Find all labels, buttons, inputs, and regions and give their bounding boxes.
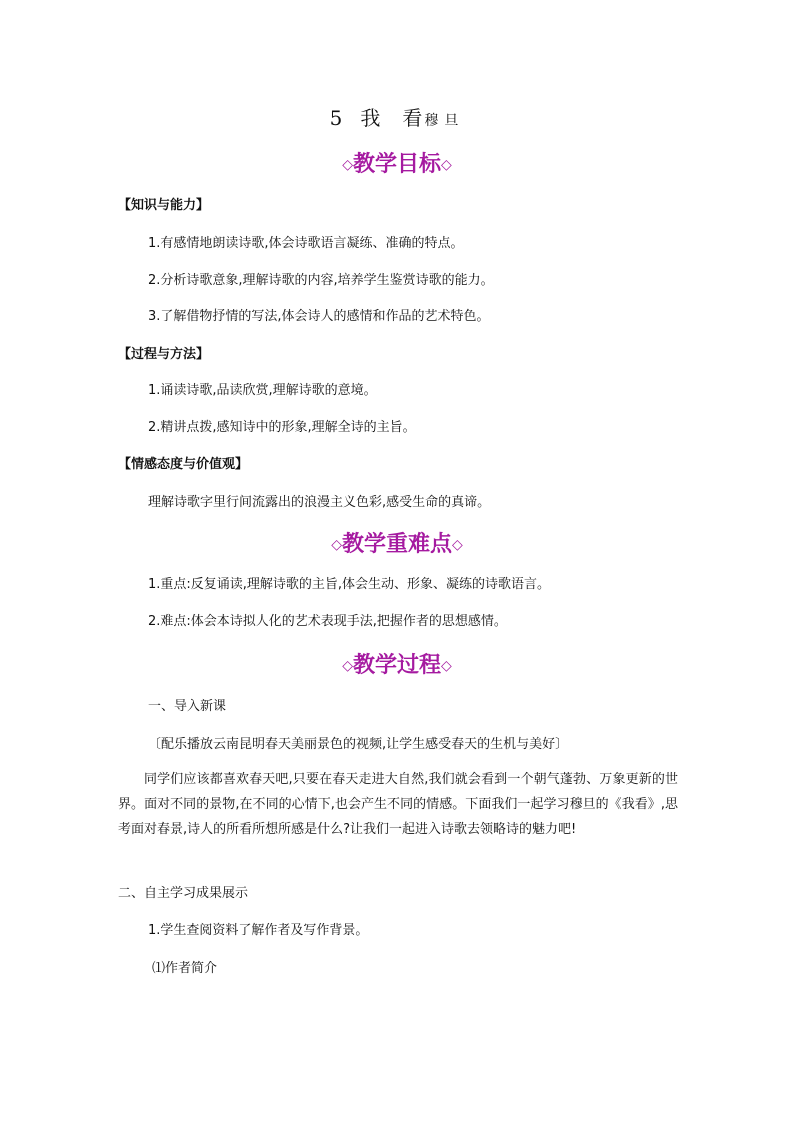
diamond-icon: ◇	[331, 537, 342, 553]
step-note: 〔配乐播放云南昆明春天美丽景色的视频,让学生感受春天的生机与美好〕	[148, 737, 569, 752]
list-item: 1.诵读诗歌,品读欣赏,理解诗歌的意境。	[148, 383, 377, 398]
section-heading-label: 教学目标	[352, 152, 441, 177]
lesson-title	[0, 102, 794, 131]
author-name: 穆旦	[424, 113, 465, 129]
step-heading: 一、导入新课	[148, 699, 227, 714]
section-heading-key-points	[0, 527, 794, 558]
title-word-1: 我	[360, 106, 381, 130]
diamond-icon: ◇	[452, 537, 463, 553]
list-item: 2.难点:体会本诗拟人化的艺术表现手法,把握作者的思想感情。	[148, 614, 507, 629]
list-item: 3.了解借物抒情的写法,体会诗人的感情和作品的艺术特色。	[148, 309, 490, 324]
list-item: 2.分析诗歌意象,理解诗歌的内容,培养学生鉴赏诗歌的能力。	[148, 273, 494, 288]
section-heading-label: 教学重难点	[341, 532, 452, 557]
diamond-icon: ◇	[441, 157, 452, 173]
diamond-icon: ◇	[441, 658, 452, 674]
list-item: 1.重点:反复诵读,理解诗歌的主旨,体会生动、形象、凝练的诗歌语言。	[148, 577, 551, 592]
sub-item: ⑴作者简介	[152, 961, 218, 976]
diamond-icon: ◇	[342, 157, 353, 173]
list-item: 2.精讲点拨,感知诗中的形象,理解全诗的主旨。	[148, 420, 416, 435]
subheading-knowledge: 【知识与能力】	[118, 198, 210, 213]
section-heading-label: 教学过程	[352, 653, 441, 678]
list-item: 1.学生查阅资料了解作者及写作背景。	[148, 923, 369, 938]
lesson-number: 5	[329, 106, 343, 130]
subheading-process-method: 【过程与方法】	[118, 347, 210, 362]
list-item: 1.有感情地朗读诗歌,体会诗歌语言凝练、准确的特点。	[148, 236, 464, 251]
section-heading-goals	[0, 147, 794, 178]
section-heading-process	[0, 648, 794, 679]
title-word-2: 看	[402, 106, 423, 130]
attitude-text: 理解诗歌字里行间流露出的浪漫主义色彩,感受生命的真谛。	[148, 495, 491, 510]
diamond-icon: ◇	[342, 658, 353, 674]
intro-paragraph: 同学们应该都喜欢春天吧,只要在春天走进大自然,我们就会看到一个朝气蓬勃、万象更新的世界。面对不同的景物,在不同的心情下,也会产生不同的情感。下面我们一起学习穆旦的《我看》,思考面对春景,诗人的所看所想所感是什么?让我们一起进入诗歌去领略诗的魅力吧!	[118, 772, 678, 837]
step-heading: 二、自主学习成果展示	[118, 886, 249, 901]
subheading-attitude: 【情感态度与价值观】	[118, 457, 249, 472]
